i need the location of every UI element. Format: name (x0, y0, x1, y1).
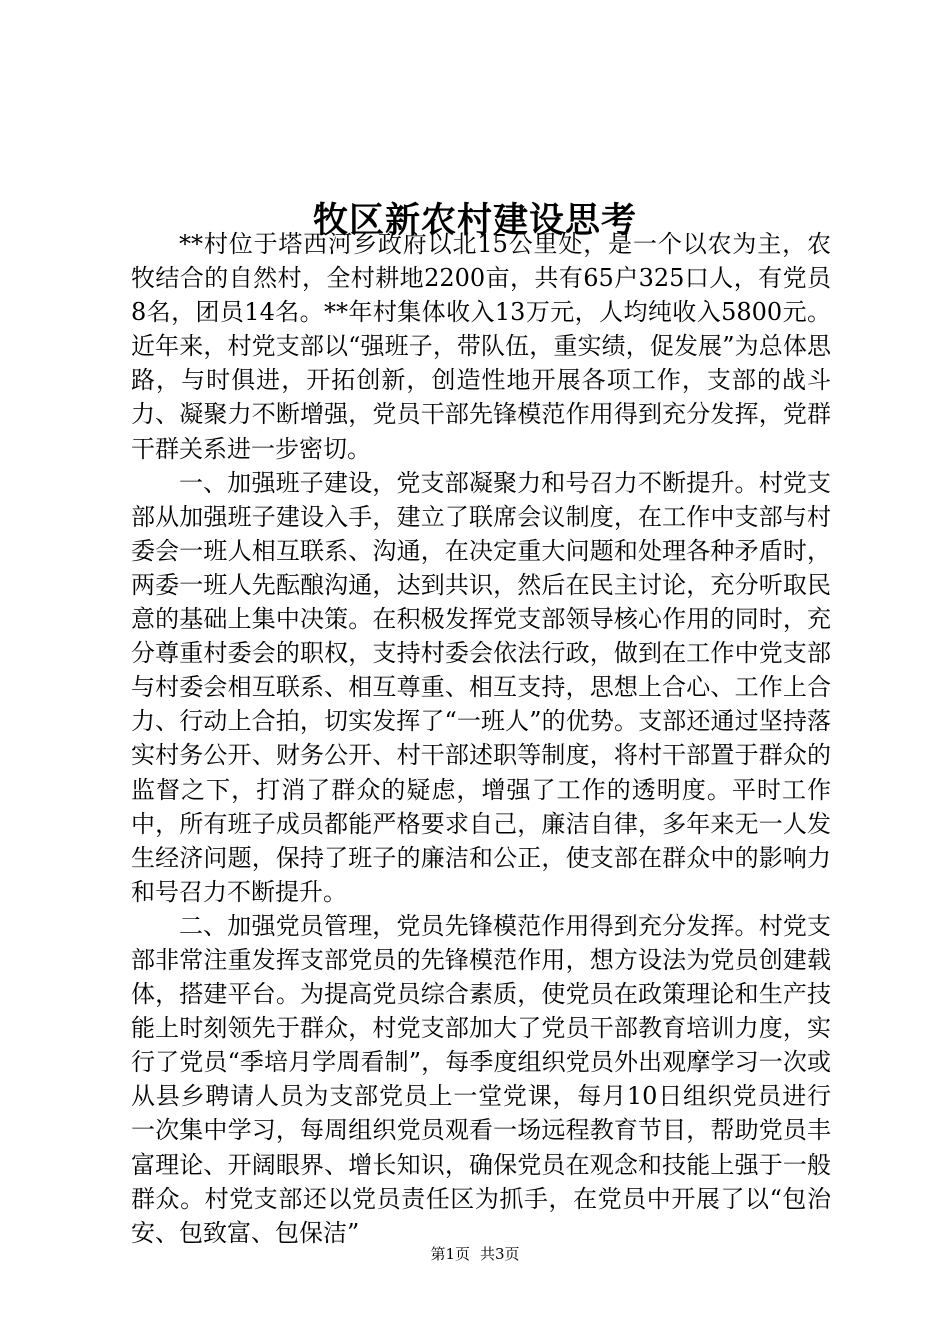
document-title: 牧区新农村建设思考 (312, 200, 637, 242)
page-total: 共3页 (480, 1245, 520, 1263)
page-number: 第1页 (430, 1245, 470, 1263)
section-two-paragraph: 二、加强党员管理，党员先锋模范作用得到充分发挥。村党支部非常注重发挥支部党员的先锋模范作用，想方设法为党员创建载体，搭建平台。为提高党员综合素质，使党员在政策理论和生产技能上时刻领先于群众，村党支部加大了党员干部教育培训力度，实行了党员“季培月学周看制”，每季度组织党员外出观摩学习一次或从县乡聘请人员为支部党员上一堂党课，每月10日组织党员进行一次集中学习，每周组织党员观看一场远程教育节目，帮助党员丰富理论、开阔眼界、增长知识，确保党员在观念和技能上强于一般群众。村党支部还以党员责任区为抓手，在党员中开展了以“包治安、包致富、包保洁” (131, 911, 831, 1247)
document-body (131, 227, 831, 1250)
intro-paragraph: **村位于塔西河乡政府以北15公里处，是一个以农为主，农牧结合的自然村，全村耕地2200亩，共有65户325口人，有党员8名，团员14名。**年村集体收入13万元，人均纯收入5800元。近年来，村党支部以“强班子，带队伍，重实绩，促发展”为总体思路，与时俱进，开拓创新，创造性地开展各项工作，支部的战斗力、凝聚力不断增强，党员干部先锋模范作用得到充分发挥，党群干群关系进一步密切。 (131, 230, 831, 463)
page-footer (0, 1244, 950, 1264)
section-one-paragraph: 一、加强班子建设，党支部凝聚力和号召力不断提升。村党支部从加强班子建设入手，建立了联席会议制度，在工作中支部与村委会一班人相互联系、沟通，在决定重大问题和处理各种矛盾时，两委一班人先酝酿沟通，达到共识，然后在民主讨论，充分听取民意的基础上集中决策。在积极发挥党支部领导核心作用的同时，充分尊重村委会的职权，支持村委会依法行政，做到在工作中党支部与村委会相互联系、相互尊重、相互支持，思想上合心、工作上合力、行动上合拍，切实发挥了“一班人”的优势。支部还通过坚持落实村务公开、财务公开、村干部述职等制度，将村干部置于群众的监督之下，打消了群众的疑虑，增强了工作的透明度。平时工作中，所有班子成员都能严格要求自己，廉洁自律，多年来无一人发生经济问题，保持了班子的廉洁和公正，使支部在群众中的影响力和号召力不断提升。 (131, 468, 831, 906)
